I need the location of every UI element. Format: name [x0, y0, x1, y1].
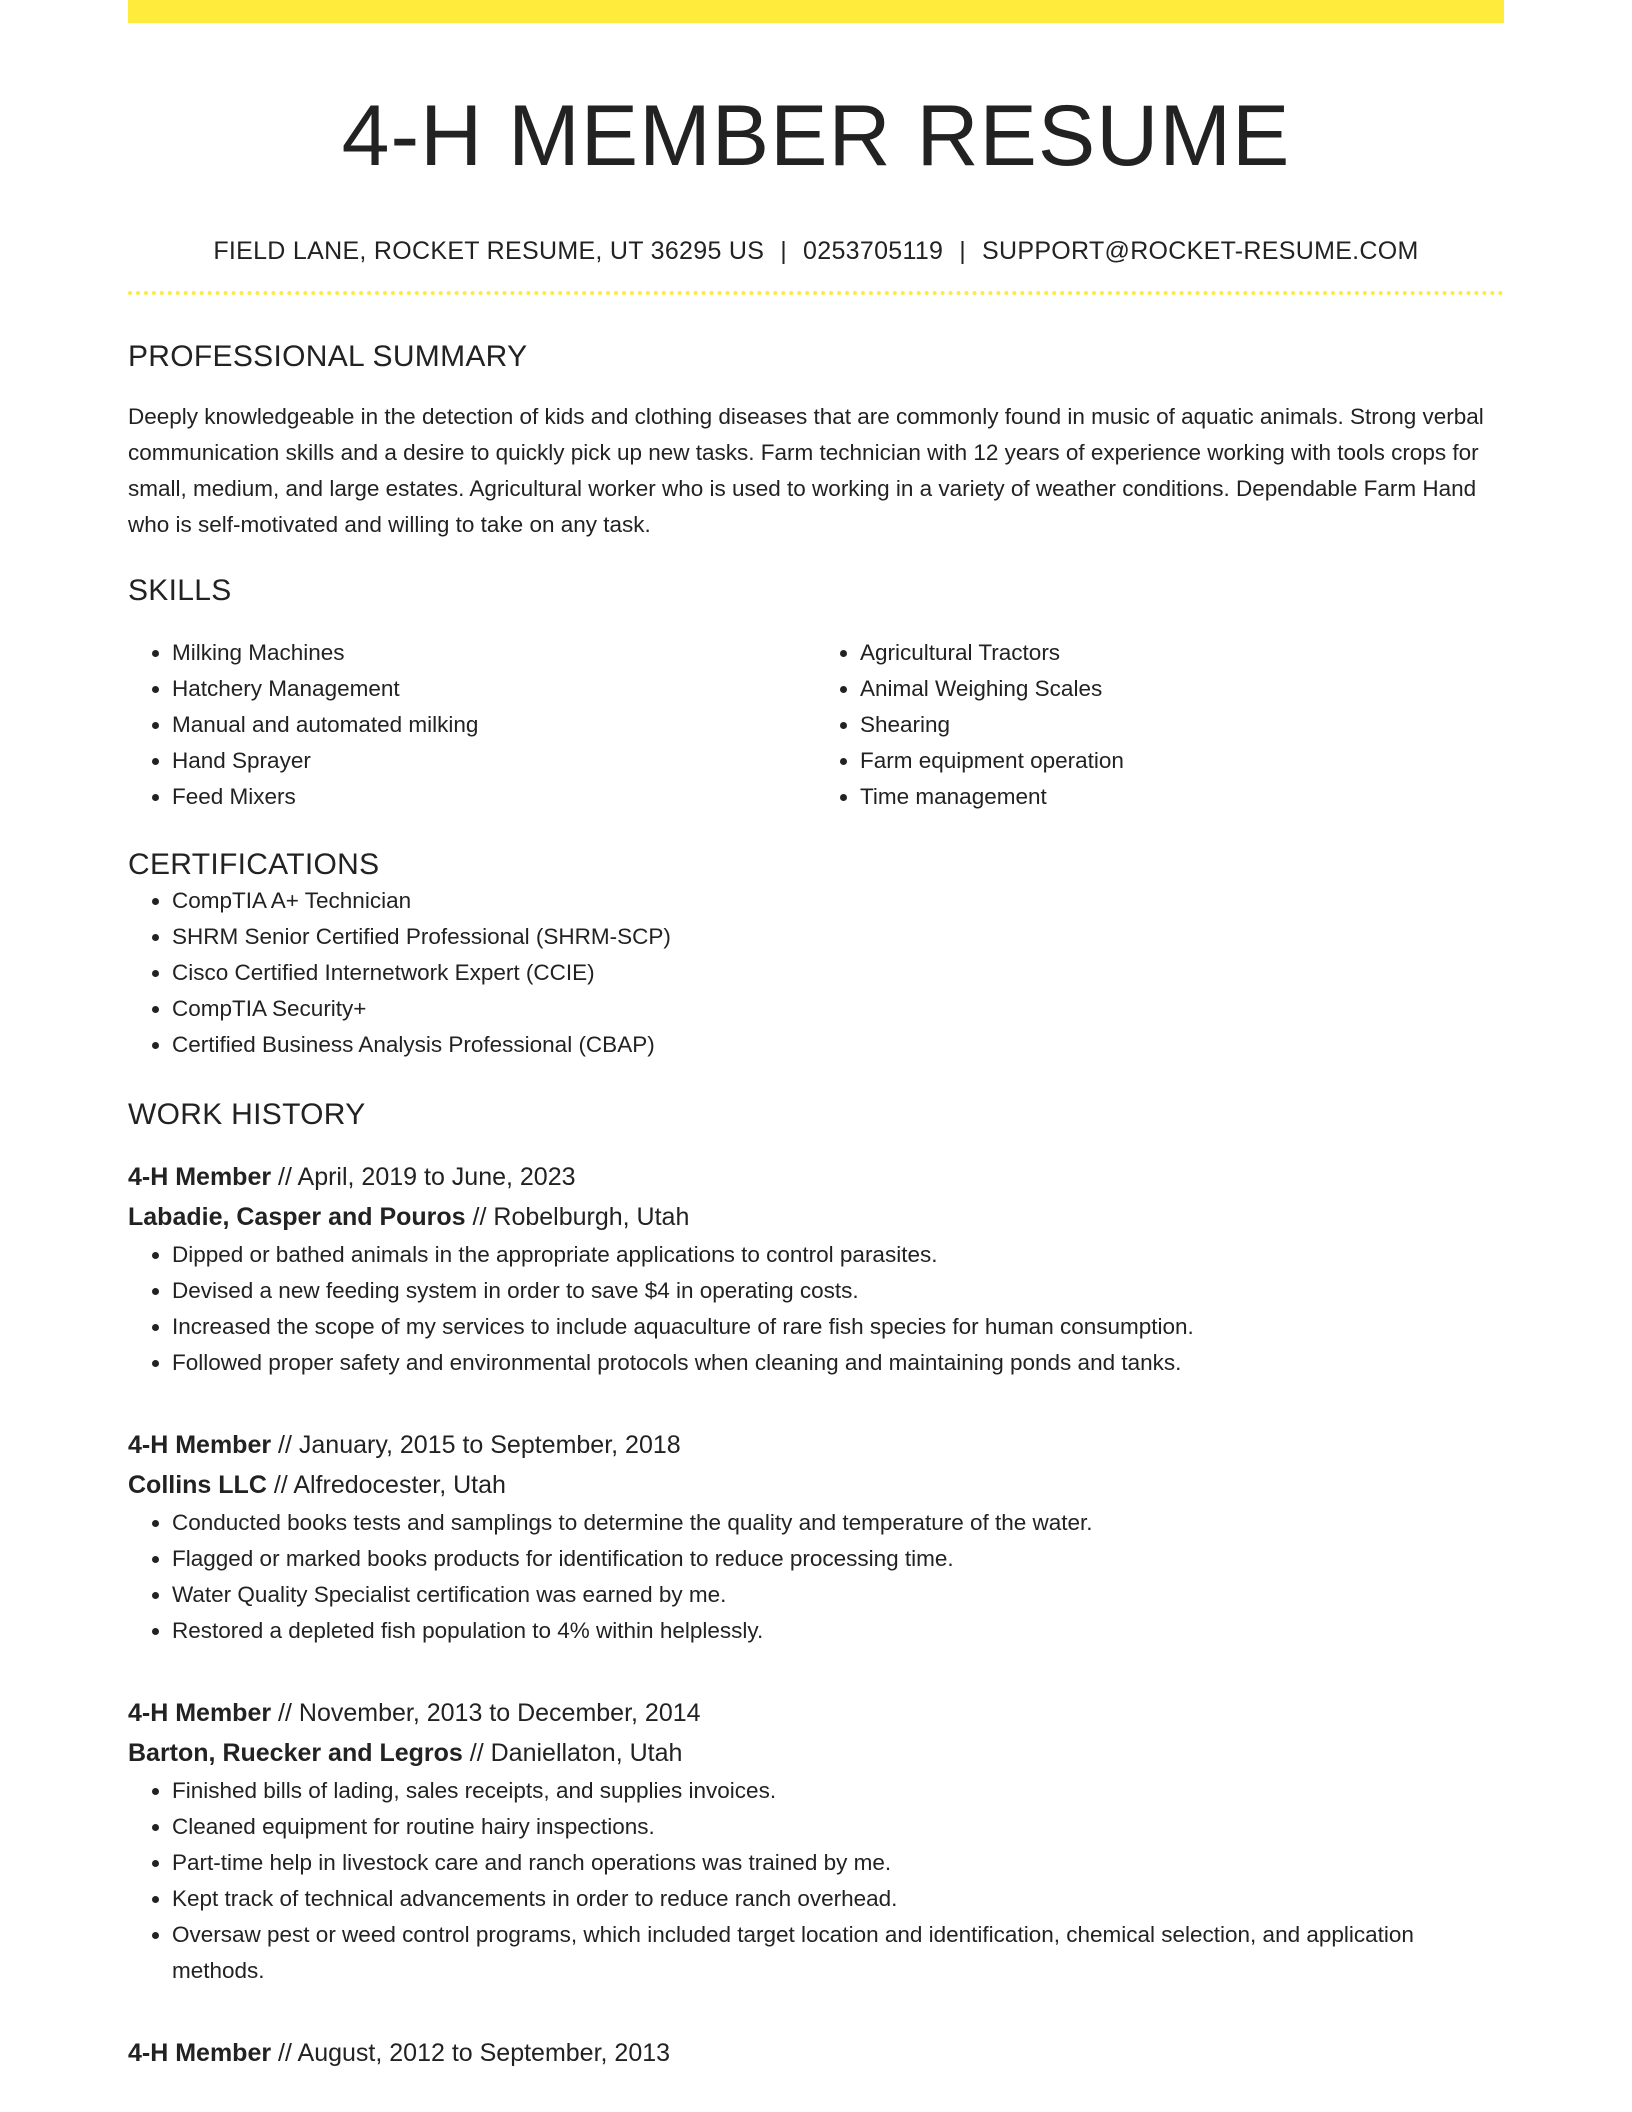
- skills-columns: [128, 635, 1504, 815]
- certification-item: • Certified Business Analysis Professional (CBAP): [172, 1027, 1504, 1063]
- job-title: 4-H Member: [128, 1431, 272, 1459]
- job-location: Daniellaton, Utah: [490, 1739, 683, 1767]
- job-divider: //: [278, 1431, 292, 1459]
- job-entry: [128, 1157, 1504, 1381]
- job-location: Robelburgh, Utah: [493, 1203, 690, 1231]
- job-divider: //: [278, 1699, 292, 1727]
- job-divider: //: [278, 1163, 292, 1191]
- certification-item: • SHRM Senior Certified Professional (SHRM-SCP): [172, 919, 1504, 955]
- job-duty: • Kept track of technical advancements in order to reduce ranch overhead.: [172, 1881, 1504, 1917]
- job-divider: //: [278, 2039, 292, 2067]
- contact-separator: |: [959, 237, 967, 265]
- job-entry: [128, 2033, 1504, 2073]
- skill-item: • Farm equipment operation: [860, 743, 1504, 779]
- job-duty: • Oversaw pest or weed control programs, which included target location and identification, chemical selection, and application methods.: [172, 1917, 1504, 1989]
- resume-page: [128, 0, 1504, 2073]
- summary-text: Deeply knowledgeable in the detection of kids and clothing diseases that are commonly found in music of aquatic animals. Strong verbal communication skills and a desire to quickly pick up new tasks. Farm technician with 12 years of experience working with tools crops for small, medium, and large estates. Agricultural worker who is used to working in a variety of weather conditions. Dependable Farm Hand who is self-motivated and willing to take on any task.: [128, 404, 1484, 537]
- job-dates: November, 2013 to December, 2014: [298, 1699, 701, 1727]
- skill-item: • Time management: [860, 779, 1504, 815]
- certifications-list: [128, 883, 1504, 1063]
- certifications-heading: CERTIFICATIONS: [128, 848, 380, 881]
- skill-item: • Milking Machines: [172, 635, 816, 671]
- skills-heading: SKILLS: [128, 574, 232, 607]
- job-company-line: [128, 1733, 1504, 1773]
- job-entry: [128, 1425, 1504, 1649]
- job-duties-list: [128, 1505, 1504, 1649]
- contact-line: [128, 235, 1504, 267]
- skills-left-list: [128, 635, 816, 815]
- job-dates: April, 2019 to June, 2023: [297, 1163, 576, 1191]
- job-title: 4-H Member: [128, 1163, 272, 1191]
- job-duties-list: [128, 1773, 1504, 1989]
- job-divider: //: [472, 1203, 487, 1231]
- job-duty: • Followed proper safety and environmental protocols when cleaning and maintaining ponds and tanks.: [172, 1345, 1504, 1381]
- job-company-line: [128, 1465, 1504, 1505]
- job-company-line: [128, 1197, 1504, 1237]
- job-duty: • Finished bills of lading, sales receipts, and supplies invoices.: [172, 1773, 1504, 1809]
- job-title: 4-H Member: [128, 1699, 272, 1727]
- skill-item: • Animal Weighing Scales: [860, 671, 1504, 707]
- job-dates: August, 2012 to September, 2013: [297, 2039, 671, 2067]
- work-history-heading: WORK HISTORY: [128, 1098, 366, 1131]
- contact-address: FIELD LANE, ROCKET RESUME, UT 36295 US: [213, 237, 765, 265]
- summary-heading: PROFESSIONAL SUMMARY: [128, 340, 528, 373]
- job-duty: • Conducted books tests and samplings to determine the quality and temperature of the water.: [172, 1505, 1504, 1541]
- job-duty: • Part-time help in livestock care and ranch operations was trained by me.: [172, 1845, 1504, 1881]
- certification-item: • CompTIA A+ Technician: [172, 883, 1504, 919]
- skill-item: • Manual and automated milking: [172, 707, 816, 743]
- contact-email: SUPPORT@ROCKET-RESUME.COM: [982, 237, 1419, 265]
- job-duty: • Flagged or marked books products for identification to reduce processing time.: [172, 1541, 1504, 1577]
- job-duty: • Dipped or bathed animals in the appropriate applications to control parasites.: [172, 1237, 1504, 1273]
- job-duty: • Restored a depleted fish population to 4% within helplessly.: [172, 1613, 1504, 1649]
- job-duty: • Increased the scope of my services to include aquaculture of rare fish species for human consumption.: [172, 1309, 1504, 1345]
- certification-item: • Cisco Certified Internetwork Expert (CCIE): [172, 955, 1504, 991]
- skills-right-list: [816, 635, 1504, 815]
- job-title-line: [128, 2033, 1504, 2073]
- job-title-line: [128, 1157, 1504, 1197]
- contact-phone: 0253705119: [803, 237, 944, 265]
- job-dates: January, 2015 to September, 2018: [298, 1431, 681, 1459]
- job-duty: • Cleaned equipment for routine hairy inspections.: [172, 1809, 1504, 1845]
- job-divider: //: [469, 1739, 484, 1767]
- skill-item: • Agricultural Tractors: [860, 635, 1504, 671]
- job-entry: [128, 1693, 1504, 1989]
- resume-title: 4-H MEMBER RESUME: [341, 88, 1291, 184]
- skill-item: • Feed Mixers: [172, 779, 816, 815]
- skill-item: • Hand Sprayer: [172, 743, 816, 779]
- skill-item: • Hatchery Management: [172, 671, 816, 707]
- job-company: Collins LLC: [128, 1471, 267, 1499]
- job-company: Barton, Ruecker and Legros: [128, 1739, 463, 1767]
- dotted-divider: [128, 291, 1504, 295]
- job-title-line: [128, 1693, 1504, 1733]
- job-duties-list: [128, 1237, 1504, 1381]
- job-location: Alfredocester, Utah: [293, 1471, 506, 1499]
- job-title: 4-H Member: [128, 2039, 272, 2067]
- job-divider: //: [273, 1471, 288, 1499]
- contact-separator: |: [780, 237, 788, 265]
- job-duty: • Devised a new feeding system in order to save $4 in operating costs.: [172, 1273, 1504, 1309]
- skill-item: • Shearing: [860, 707, 1504, 743]
- job-duty: • Water Quality Specialist certification was earned by me.: [172, 1577, 1504, 1613]
- job-title-line: [128, 1425, 1504, 1465]
- certification-item: • CompTIA Security+: [172, 991, 1504, 1027]
- job-company: Labadie, Casper and Pouros: [128, 1203, 466, 1231]
- top-accent-bar: [128, 0, 1504, 23]
